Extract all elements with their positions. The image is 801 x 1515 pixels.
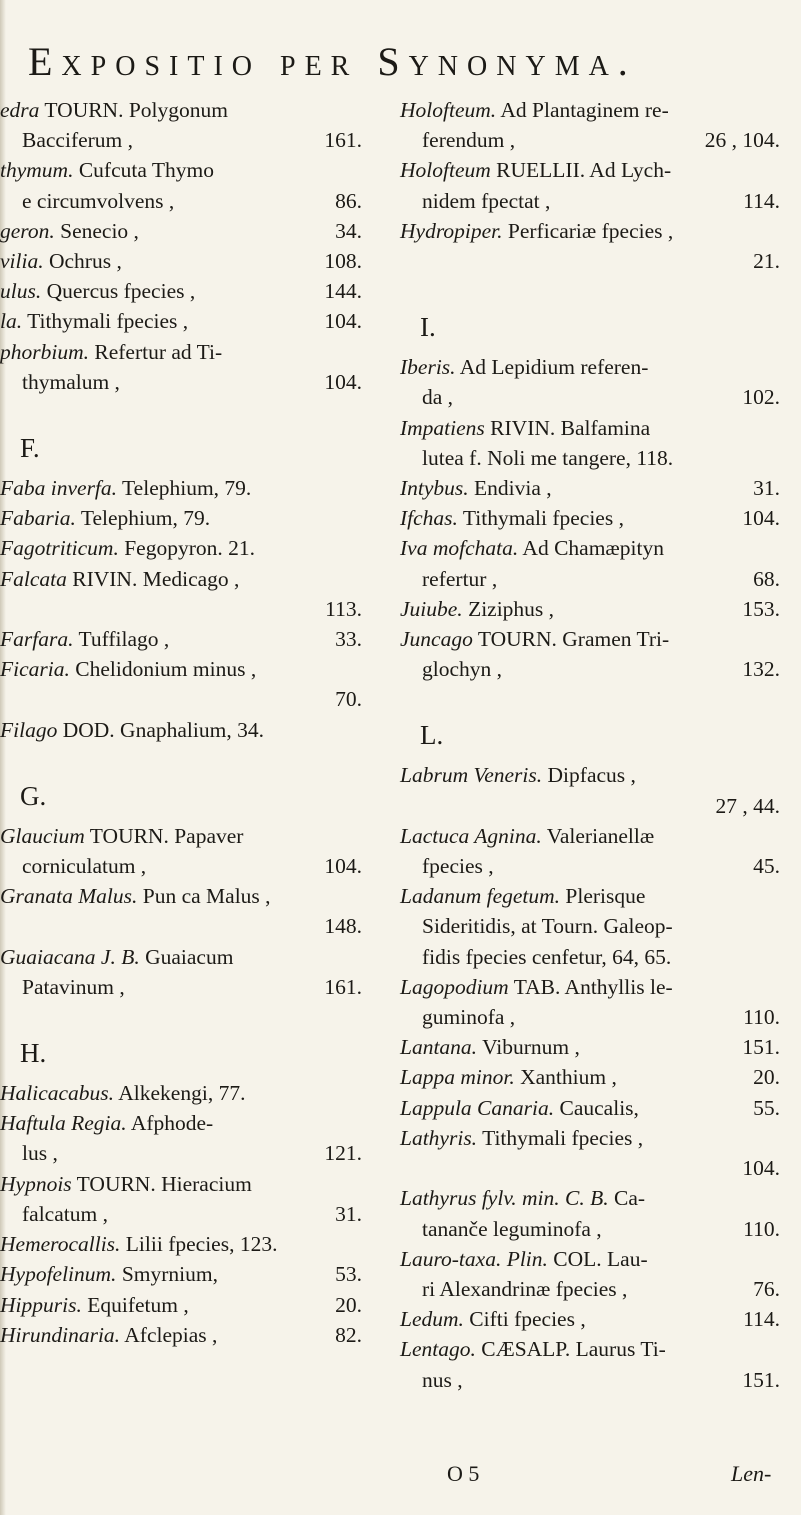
entry-text: Telephium, 79. <box>80 506 211 531</box>
entry-text: Xanthium , <box>520 1065 617 1090</box>
entry-page-number: 20. <box>753 1065 780 1090</box>
entry-lead: Juncago <box>400 627 473 652</box>
entry-text: Dipfacus , <box>547 763 636 788</box>
entry-lead: Iberis. <box>400 355 456 380</box>
entry-lead: Halicacabus. <box>0 1081 115 1106</box>
entry-page-number: 21. <box>753 249 780 274</box>
entry-lead: vilia. <box>0 249 44 274</box>
entry-text: Refertur ad Ti- <box>94 339 223 364</box>
index-entry <box>0 503 362 533</box>
entry-text: glochyn , <box>422 657 503 682</box>
entry-page-number: 76. <box>753 1276 780 1301</box>
entry-text: Tithymali fpecies , <box>482 1125 644 1150</box>
index-entry <box>0 1199 362 1229</box>
entry-text: lutea f. Noli me tangere, 118. <box>422 445 674 470</box>
entry-text: tananče leguminofa , <box>422 1216 602 1241</box>
entry-text: fidis fpecies cenfetur, 64, 65. <box>422 944 672 969</box>
entry-page-number: 27 , 44. <box>715 793 780 818</box>
index-entry <box>400 382 780 412</box>
entry-page-number: 45. <box>753 854 780 879</box>
index-entry <box>0 1138 362 1168</box>
entry-text: TOURN. Polygonum <box>44 98 228 122</box>
entry-text: Equifetum , <box>87 1292 189 1317</box>
entry-text: Endivia , <box>474 476 552 501</box>
index-entry <box>400 564 780 594</box>
entry-page-number: 104. <box>742 1156 780 1181</box>
entry-text: Ad Lepidium referen- <box>459 355 649 380</box>
entry-lead: Fagotriticum. <box>0 536 119 561</box>
entry-lead: Intybus. <box>400 476 469 501</box>
entry-text: Guaiacum <box>145 944 234 969</box>
index-entry <box>400 1032 780 1062</box>
entry-text: nidem fpectat , <box>422 188 551 213</box>
index-entry <box>0 851 362 881</box>
index-entry <box>0 821 362 851</box>
entry-text: Fegopyron. 21. <box>124 536 256 561</box>
entry-lead: edra <box>0 98 40 122</box>
entry-page-number: 53. <box>335 1262 362 1287</box>
entry-lead: Hippuris. <box>0 1292 82 1317</box>
entry-lead: Impatiens <box>400 415 485 440</box>
letter-f-heading: F. <box>20 433 40 464</box>
entry-lead: Ifchas. <box>400 506 458 531</box>
index-entry <box>400 95 780 125</box>
entry-page-number: 104. <box>324 369 362 394</box>
index-entry <box>400 443 780 473</box>
entry-text: Chelidonium minus , <box>75 657 257 682</box>
entry-page-number: 31. <box>335 1201 362 1226</box>
index-entry <box>400 791 780 821</box>
entry-text: thymalum , <box>22 369 120 394</box>
entry-page-number: 86. <box>335 188 362 213</box>
entry-page-number: 104. <box>742 506 780 531</box>
index-entry <box>0 1169 362 1199</box>
index-entry <box>400 1062 780 1092</box>
entry-text: fpecies , <box>422 854 494 879</box>
index-entry <box>400 972 780 1002</box>
running-head: Expositio per Synonyma. <box>28 39 637 84</box>
index-entry <box>0 473 362 503</box>
index-entry <box>0 654 362 684</box>
entry-page-number: 161. <box>324 974 362 999</box>
index-entry <box>0 594 362 624</box>
entry-text: TAB. Anthyllis le- <box>513 974 673 999</box>
index-entry <box>0 306 362 336</box>
entry-page-number: 55. <box>753 1095 780 1120</box>
entry-lead: Lathyrus fylv. min. C. B. <box>400 1186 609 1211</box>
entry-page-number: 104. <box>324 309 362 334</box>
index-entry <box>0 1290 362 1320</box>
index-entry <box>400 352 780 382</box>
entry-lead: Hypnois <box>0 1171 72 1196</box>
entry-text: falcatum , <box>22 1201 108 1226</box>
entry-page-number: 102. <box>742 385 780 410</box>
entry-text: RIVIN. Balfamina <box>490 415 651 440</box>
index-entry <box>400 1274 780 1304</box>
entry-lead: Filago <box>0 717 58 742</box>
entry-lead: Labrum Veneris. <box>400 763 543 788</box>
entry-lead: Juiube. <box>400 596 463 621</box>
entry-text: Tithymali fpecies , <box>27 309 189 334</box>
entry-lead: Lentago. <box>400 1337 476 1362</box>
index-entry <box>400 760 780 790</box>
entry-page-number: 110. <box>743 1216 780 1241</box>
index-entry <box>0 125 362 155</box>
entry-lead: Lappa minor. <box>400 1065 515 1090</box>
entry-page-number: 108. <box>324 249 362 274</box>
index-entry <box>0 911 362 941</box>
entry-text: da , <box>422 385 454 410</box>
entry-page-number: 113. <box>325 596 362 621</box>
entry-page-number: 151. <box>742 1035 780 1060</box>
entry-lead: Hirundinaria. <box>0 1322 121 1347</box>
entry-text: Smyrnium, <box>121 1262 218 1287</box>
entry-text: Ochrus , <box>48 249 122 274</box>
index-entry <box>0 564 362 594</box>
right-entries-h <box>400 95 780 276</box>
entry-text: refertur , <box>422 566 498 591</box>
entry-text: Cufcuta Thymo <box>78 158 214 183</box>
index-entry <box>0 95 362 125</box>
entry-text: Afphode- <box>130 1111 214 1136</box>
entry-text: Tuffilago , <box>78 627 170 652</box>
entry-text: Sideritidis, at Tourn. Galeop- <box>422 914 673 939</box>
index-entry <box>400 186 780 216</box>
entry-lead: Guaiacana J. B. <box>0 944 140 969</box>
index-entry <box>0 1108 362 1138</box>
index-entry <box>0 1229 362 1259</box>
index-entry <box>400 881 780 911</box>
entry-text: Ziziphus , <box>468 596 555 621</box>
entry-page-number: 31. <box>753 476 780 501</box>
entry-lead: phorbium. <box>0 339 89 364</box>
entry-page-number: 68. <box>753 566 780 591</box>
entry-text: Afclepias , <box>124 1322 218 1347</box>
index-entry <box>0 881 362 911</box>
entry-lead: Holofteum. <box>400 98 497 122</box>
entry-text: Quercus fpecies , <box>46 279 196 304</box>
entry-text: DOD. Gnaphalium, 34. <box>62 717 264 742</box>
entry-text: Senecio , <box>60 218 139 243</box>
index-entry <box>0 246 362 276</box>
entry-lead: Lactuca Agnina. <box>400 823 542 848</box>
left-entries-g <box>0 821 362 1002</box>
index-entry <box>400 1093 780 1123</box>
index-entry <box>0 367 362 397</box>
index-entry <box>0 155 362 185</box>
entry-lead: Falcata <box>0 566 67 591</box>
entry-text: CÆSALP. Laurus Ti- <box>481 1337 666 1362</box>
index-entry <box>400 473 780 503</box>
right-entries-i <box>400 352 780 684</box>
entry-text: Cifti fpecies , <box>469 1307 586 1332</box>
entry-text: Alkekengi, 77. <box>118 1081 246 1106</box>
entry-page-number: 148. <box>324 914 362 939</box>
entry-lead: Ficaria. <box>0 657 70 682</box>
entry-lead: Glaucium <box>0 823 85 848</box>
entry-lead: Holofteum <box>400 158 491 183</box>
index-entry <box>400 624 780 654</box>
entry-text: corniculatum , <box>22 854 147 879</box>
entry-page-number: 110. <box>743 1005 780 1030</box>
entry-lead: Hydropiper. <box>400 218 503 243</box>
entry-lead: Fabaria. <box>0 506 76 531</box>
index-entry <box>400 594 780 624</box>
entry-text: guminofa , <box>422 1005 516 1030</box>
index-entry <box>400 1153 780 1183</box>
entry-page-number: 114. <box>743 1307 780 1332</box>
index-entry <box>400 533 780 563</box>
entry-text: nus , <box>422 1367 463 1392</box>
index-entry <box>0 337 362 367</box>
entry-page-number: 104. <box>324 854 362 879</box>
entry-lead: Haftula Regia. <box>0 1111 127 1136</box>
right-column <box>400 95 780 1395</box>
letter-h-heading: H. <box>20 1038 47 1069</box>
left-column <box>0 95 362 1350</box>
entry-page-number: 33. <box>335 627 362 652</box>
entry-lead: Hypofelinum. <box>0 1262 117 1287</box>
index-entry <box>0 533 362 563</box>
index-entry <box>400 125 780 155</box>
index-entry <box>0 624 362 654</box>
index-entry <box>400 1304 780 1334</box>
entry-page-number: 132. <box>742 657 780 682</box>
entry-page-number: 144. <box>324 279 362 304</box>
index-entry <box>400 851 780 881</box>
entry-text: Caucalis, <box>559 1095 639 1120</box>
entry-text: Ad Chamæpityn <box>522 536 664 561</box>
left-entries-h <box>0 1078 362 1350</box>
entry-text: Telephium, 79. <box>122 476 252 501</box>
index-entry <box>400 821 780 851</box>
right-entries-l <box>400 760 780 1394</box>
index-entry <box>400 1334 780 1364</box>
entry-text: RUELLII. Ad Lych- <box>496 158 672 183</box>
entry-lead: Faba inverfa. <box>0 476 118 501</box>
entry-page-number: 82. <box>335 1322 362 1347</box>
entry-text: Plerisque <box>565 884 646 909</box>
index-entry <box>400 1365 780 1395</box>
index-entry <box>0 942 362 972</box>
letter-g-heading: G. <box>20 780 47 811</box>
entry-text: ferendum , <box>422 128 516 153</box>
entry-text: Ad Plantaginem re- <box>500 98 669 122</box>
letter-i-heading: I. <box>420 312 436 343</box>
entry-page-number: 121. <box>324 1141 362 1166</box>
entry-text: TOURN. Papaver <box>89 823 244 848</box>
entry-page-number: 114. <box>743 188 780 213</box>
index-entry <box>400 1002 780 1032</box>
entry-lead: Hemerocallis. <box>0 1232 121 1257</box>
index-entry <box>0 1078 362 1108</box>
entry-page-number: 151. <box>742 1367 780 1392</box>
index-entry <box>400 1123 780 1153</box>
entry-text: e circumvolvens , <box>22 188 175 213</box>
index-entry <box>400 246 780 276</box>
entry-text: COL. Lau- <box>553 1246 648 1271</box>
index-entry <box>400 216 780 246</box>
entry-lead: Lantana. <box>400 1035 478 1060</box>
entry-lead: Iva mofchata. <box>400 536 519 561</box>
index-entry <box>0 684 362 714</box>
entry-text: Lilii fpecies, 123. <box>125 1232 278 1257</box>
index-entry <box>0 1320 362 1350</box>
entry-page-number: 161. <box>324 128 362 153</box>
entry-page-number: 20. <box>335 1292 362 1317</box>
index-entry <box>400 942 780 972</box>
entry-lead: Farfara. <box>0 627 74 652</box>
catchword: Len- <box>731 1461 772 1486</box>
entry-lead: Lagopodium <box>400 974 509 999</box>
entry-text: Pun ca Malus , <box>142 884 271 909</box>
entry-lead: la. <box>0 309 23 334</box>
index-entry <box>400 1214 780 1244</box>
entry-text: Bacciferum , <box>22 128 134 153</box>
signature-mark: O 5 <box>447 1461 480 1486</box>
entry-text: lus , <box>22 1141 58 1166</box>
index-entry <box>400 911 780 941</box>
entry-lead: Lauro-taxa. Plin. <box>400 1246 548 1271</box>
index-entry <box>0 972 362 1002</box>
entry-lead: Ledum. <box>400 1307 464 1332</box>
index-entry <box>0 186 362 216</box>
entry-lead: thymum. <box>0 158 74 183</box>
index-entry <box>0 216 362 246</box>
entry-lead: Ladanum fegetum. <box>400 884 561 909</box>
index-entry <box>400 503 780 533</box>
entry-text: Perficariæ fpecies , <box>507 218 674 243</box>
entry-text: Viburnum , <box>482 1035 580 1060</box>
entry-page-number: 153. <box>742 596 780 621</box>
entry-text: Patavinum , <box>22 974 125 999</box>
entry-text: TOURN. Gramen Tri- <box>477 627 670 652</box>
index-entry <box>400 1183 780 1213</box>
entry-page-number: 70. <box>335 687 362 712</box>
entry-text: Valerianellæ <box>546 823 655 848</box>
entry-lead: ulus. <box>0 279 42 304</box>
index-entry <box>0 715 362 745</box>
left-entries-a <box>0 95 362 397</box>
entry-text: ri Alexandrinæ fpecies , <box>422 1276 628 1301</box>
entry-text: TOURN. Hieracium <box>76 1171 252 1196</box>
left-entries-f <box>0 473 362 745</box>
letter-l-heading: L. <box>420 720 444 751</box>
entry-text: RIVIN. Medicago , <box>72 566 240 591</box>
entry-page-number: 34. <box>335 218 362 243</box>
index-entry <box>400 1244 780 1274</box>
index-entry <box>0 1259 362 1289</box>
entry-lead: Lappula Canaria. <box>400 1095 555 1120</box>
entry-page-number: 26 , 104. <box>704 128 780 153</box>
index-entry <box>400 654 780 684</box>
entry-lead: Granata Malus. <box>0 884 138 909</box>
entry-text: Tithymali fpecies , <box>462 506 624 531</box>
entry-text: Ca- <box>614 1186 646 1211</box>
index-entry <box>0 276 362 306</box>
index-entry <box>400 155 780 185</box>
entry-lead: geron. <box>0 218 55 243</box>
entry-lead: Lathyris. <box>400 1125 478 1150</box>
index-entry <box>400 413 780 443</box>
